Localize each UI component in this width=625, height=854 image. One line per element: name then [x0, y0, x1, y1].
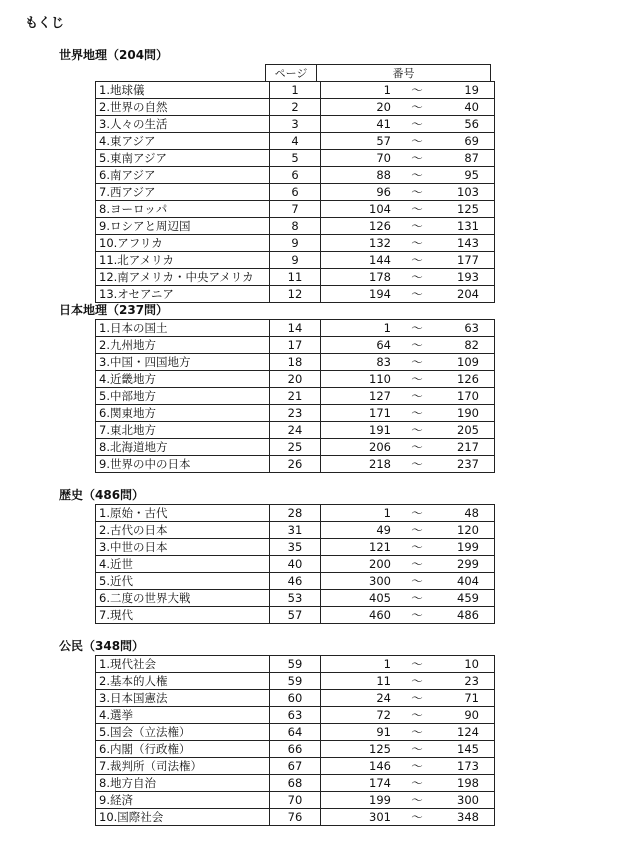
item-page: 59 — [270, 656, 321, 673]
toc-row — [96, 269, 495, 286]
range-end: 300 — [457, 793, 479, 807]
item-range — [321, 133, 495, 150]
toc-row — [96, 522, 495, 539]
item-title: 6.関東地方 — [96, 405, 270, 422]
item-title: 7.東北地方 — [96, 422, 270, 439]
toc-row — [96, 556, 495, 573]
toc-row — [96, 99, 495, 116]
item-page: 11 — [270, 269, 321, 286]
item-range — [321, 167, 495, 184]
toc-table — [95, 81, 495, 303]
item-page: 66 — [270, 741, 321, 758]
item-range — [321, 690, 495, 707]
range-end: 199 — [457, 540, 479, 554]
toc-row — [96, 235, 495, 252]
toc-row — [96, 724, 495, 741]
item-page: 24 — [270, 422, 321, 439]
item-title: 7.西アジア — [96, 184, 270, 201]
range-separator: ～ — [411, 457, 423, 471]
section-title: 世界地理（204問） — [59, 48, 169, 62]
range-start: 171 — [369, 406, 391, 420]
range-start: 96 — [376, 185, 391, 199]
range-end: 71 — [464, 691, 479, 705]
toc-row — [96, 82, 495, 99]
range-start: 83 — [376, 355, 391, 369]
range-end: 143 — [457, 236, 479, 250]
range-end: 125 — [457, 202, 479, 216]
item-page: 26 — [270, 456, 321, 473]
item-range — [321, 354, 495, 371]
range-end: 204 — [457, 287, 479, 301]
item-range — [321, 99, 495, 116]
item-title: 5.中部地方 — [96, 388, 270, 405]
range-start: 460 — [369, 608, 391, 622]
item-page: 68 — [270, 775, 321, 792]
range-start: 144 — [369, 253, 391, 267]
item-title: 7.裁判所（司法権） — [96, 758, 270, 775]
item-title: 2.古代の日本 — [96, 522, 270, 539]
toc-row — [96, 371, 495, 388]
item-title: 5.国会（立法権） — [96, 724, 270, 741]
item-title: 9.世界の中の日本 — [96, 456, 270, 473]
item-title: 5.東南アジア — [96, 150, 270, 167]
toc-row — [96, 607, 495, 624]
item-title: 4.選挙 — [96, 707, 270, 724]
range-separator: ～ — [411, 591, 423, 605]
toc-row — [96, 673, 495, 690]
toc-row — [96, 809, 495, 826]
section-history — [59, 487, 499, 624]
range-end: 177 — [457, 253, 479, 267]
item-page: 18 — [270, 354, 321, 371]
range-separator: ～ — [411, 423, 423, 437]
item-page: 4 — [270, 133, 321, 150]
range-end: 48 — [464, 506, 479, 520]
range-end: 459 — [457, 591, 479, 605]
toc-row — [96, 252, 495, 269]
range-start: 132 — [369, 236, 391, 250]
item-title: 8.ヨーロッパ — [96, 201, 270, 218]
item-page: 64 — [270, 724, 321, 741]
item-title: 3.日本国憲法 — [96, 690, 270, 707]
toc-row — [96, 286, 495, 303]
item-range — [321, 201, 495, 218]
range-separator: ～ — [411, 389, 423, 403]
item-page: 6 — [270, 184, 321, 201]
range-separator: ～ — [411, 253, 423, 267]
item-range — [321, 337, 495, 354]
item-page: 5 — [270, 150, 321, 167]
range-end: 82 — [464, 338, 479, 352]
range-start: 126 — [369, 219, 391, 233]
toc-row — [96, 690, 495, 707]
range-separator: ～ — [411, 372, 423, 386]
section-japan-geography — [59, 302, 499, 473]
range-separator: ～ — [411, 321, 423, 335]
range-start: 72 — [376, 708, 391, 722]
item-page: 12 — [270, 286, 321, 303]
item-page: 28 — [270, 505, 321, 522]
item-page: 76 — [270, 809, 321, 826]
item-range — [321, 792, 495, 809]
range-separator: ～ — [411, 287, 423, 301]
range-separator: ～ — [411, 506, 423, 520]
range-start: 194 — [369, 287, 391, 301]
range-separator: ～ — [411, 338, 423, 352]
item-range — [321, 269, 495, 286]
range-start: 20 — [376, 100, 391, 114]
item-title: 13.オセアニア — [96, 286, 270, 303]
item-page: 20 — [270, 371, 321, 388]
item-title: 9.ロシアと周辺国 — [96, 218, 270, 235]
item-title: 4.近世 — [96, 556, 270, 573]
item-range — [321, 371, 495, 388]
item-range — [321, 388, 495, 405]
range-separator: ～ — [411, 708, 423, 722]
range-separator: ～ — [411, 725, 423, 739]
item-title: 10.アフリカ — [96, 235, 270, 252]
item-page: 9 — [270, 235, 321, 252]
range-start: 88 — [376, 168, 391, 182]
toc-row — [96, 456, 495, 473]
toc-row — [96, 573, 495, 590]
toc-row — [96, 707, 495, 724]
item-page: 8 — [270, 218, 321, 235]
range-start: 11 — [376, 674, 391, 688]
range-end: 486 — [457, 608, 479, 622]
range-separator: ～ — [411, 185, 423, 199]
range-start: 206 — [369, 440, 391, 454]
range-start: 178 — [369, 270, 391, 284]
item-range — [321, 758, 495, 775]
range-end: 131 — [457, 219, 479, 233]
item-page: 2 — [270, 99, 321, 116]
range-start: 200 — [369, 557, 391, 571]
item-page: 46 — [270, 573, 321, 590]
toc-row — [96, 758, 495, 775]
item-range — [321, 539, 495, 556]
range-start: 1 — [383, 506, 391, 520]
range-start: 1 — [383, 657, 391, 671]
range-end: 10 — [464, 657, 479, 671]
item-range — [321, 82, 495, 99]
range-end: 90 — [464, 708, 479, 722]
range-start: 104 — [369, 202, 391, 216]
range-separator: ～ — [411, 776, 423, 790]
range-separator: ～ — [411, 810, 423, 824]
toc-row — [96, 218, 495, 235]
item-range — [321, 184, 495, 201]
item-range — [321, 809, 495, 826]
item-title: 5.近代 — [96, 573, 270, 590]
item-range — [321, 590, 495, 607]
item-range — [321, 556, 495, 573]
item-range — [321, 218, 495, 235]
item-title: 6.南アジア — [96, 167, 270, 184]
range-start: 301 — [369, 810, 391, 824]
range-start: 24 — [376, 691, 391, 705]
item-range — [321, 405, 495, 422]
range-end: 56 — [464, 117, 479, 131]
item-page: 3 — [270, 116, 321, 133]
section-title: 歴史（486問） — [59, 488, 145, 502]
item-title: 4.東アジア — [96, 133, 270, 150]
item-page: 17 — [270, 337, 321, 354]
item-title: 8.北海道地方 — [96, 439, 270, 456]
item-page: 35 — [270, 539, 321, 556]
range-end: 109 — [457, 355, 479, 369]
range-end: 40 — [464, 100, 479, 114]
range-separator: ～ — [411, 236, 423, 250]
range-end: 95 — [464, 168, 479, 182]
header-spacer — [59, 64, 95, 81]
item-range — [321, 116, 495, 133]
item-range — [321, 286, 495, 303]
toc-row — [96, 320, 495, 337]
range-end: 63 — [464, 321, 479, 335]
range-start: 57 — [376, 134, 391, 148]
item-page: 9 — [270, 252, 321, 269]
toc-row — [96, 505, 495, 522]
item-page: 60 — [270, 690, 321, 707]
item-title: 11.北アメリカ — [96, 252, 270, 269]
range-start: 64 — [376, 338, 391, 352]
item-title: 12.南アメリカ・中央アメリカ — [96, 269, 270, 286]
item-page: 23 — [270, 405, 321, 422]
toc-row — [96, 741, 495, 758]
item-page: 14 — [270, 320, 321, 337]
section-civics — [59, 638, 499, 826]
item-page: 57 — [270, 607, 321, 624]
range-start: 1 — [383, 83, 391, 97]
item-range — [321, 439, 495, 456]
range-end: 126 — [457, 372, 479, 386]
range-separator: ～ — [411, 742, 423, 756]
item-page: 21 — [270, 388, 321, 405]
header-spacer — [95, 64, 265, 81]
range-separator: ～ — [411, 100, 423, 114]
item-page: 63 — [270, 707, 321, 724]
range-end: 124 — [457, 725, 479, 739]
item-title: 2.九州地方 — [96, 337, 270, 354]
item-range — [321, 775, 495, 792]
range-end: 217 — [457, 440, 479, 454]
range-separator: ～ — [411, 83, 423, 97]
toc-row — [96, 656, 495, 673]
range-start: 300 — [369, 574, 391, 588]
range-end: 69 — [464, 134, 479, 148]
item-title: 1.原始・古代 — [96, 505, 270, 522]
range-separator: ～ — [411, 691, 423, 705]
range-separator: ～ — [411, 540, 423, 554]
toc-row — [96, 133, 495, 150]
item-range — [321, 741, 495, 758]
toc-row — [96, 405, 495, 422]
item-page: 59 — [270, 673, 321, 690]
range-start: 121 — [369, 540, 391, 554]
item-range — [321, 522, 495, 539]
item-page: 40 — [270, 556, 321, 573]
range-end: 193 — [457, 270, 479, 284]
range-start: 70 — [376, 151, 391, 165]
item-title: 9.経済 — [96, 792, 270, 809]
section-title: 公民（348問） — [59, 639, 145, 653]
range-start: 191 — [369, 423, 391, 437]
section-world-geography — [59, 47, 499, 303]
range-end: 348 — [457, 810, 479, 824]
toc-row — [96, 337, 495, 354]
range-start: 110 — [369, 372, 391, 386]
toc-row — [96, 422, 495, 439]
item-title: 1.地球儀 — [96, 82, 270, 99]
range-end: 87 — [464, 151, 479, 165]
item-range — [321, 456, 495, 473]
item-range — [321, 422, 495, 439]
range-end: 190 — [457, 406, 479, 420]
item-title: 10.国際社会 — [96, 809, 270, 826]
range-separator: ～ — [411, 793, 423, 807]
item-title: 8.地方自治 — [96, 775, 270, 792]
range-start: 41 — [376, 117, 391, 131]
item-title: 3.中世の日本 — [96, 539, 270, 556]
toc-row — [96, 116, 495, 133]
item-page: 67 — [270, 758, 321, 775]
range-separator: ～ — [411, 674, 423, 688]
range-start: 199 — [369, 793, 391, 807]
item-range — [321, 707, 495, 724]
range-separator: ～ — [411, 523, 423, 537]
range-separator: ～ — [411, 355, 423, 369]
item-range — [321, 150, 495, 167]
range-end: 23 — [464, 674, 479, 688]
toc-row — [96, 201, 495, 218]
column-header-row — [59, 64, 499, 81]
doc-title: もくじ — [25, 16, 65, 31]
item-page: 31 — [270, 522, 321, 539]
toc-row — [96, 590, 495, 607]
item-range — [321, 607, 495, 624]
range-separator: ～ — [411, 219, 423, 233]
range-separator: ～ — [411, 117, 423, 131]
item-page: 53 — [270, 590, 321, 607]
toc-row — [96, 354, 495, 371]
item-title: 6.内閣（行政権） — [96, 741, 270, 758]
range-end: 237 — [457, 457, 479, 471]
range-start: 1 — [383, 321, 391, 335]
toc-row — [96, 439, 495, 456]
item-title: 7.現代 — [96, 607, 270, 624]
item-title: 2.基本的人権 — [96, 673, 270, 690]
item-title: 1.日本の国土 — [96, 320, 270, 337]
range-column-header: 番号 — [316, 64, 491, 81]
range-start: 218 — [369, 457, 391, 471]
item-title: 1.現代社会 — [96, 656, 270, 673]
item-range — [321, 656, 495, 673]
range-start: 91 — [376, 725, 391, 739]
range-separator: ～ — [411, 168, 423, 182]
range-start: 49 — [376, 523, 391, 537]
range-separator: ～ — [411, 608, 423, 622]
range-separator: ～ — [411, 574, 423, 588]
item-range — [321, 505, 495, 522]
item-page: 70 — [270, 792, 321, 809]
item-range — [321, 235, 495, 252]
range-end: 103 — [457, 185, 479, 199]
range-start: 405 — [369, 591, 391, 605]
range-separator: ～ — [411, 557, 423, 571]
item-page: 25 — [270, 439, 321, 456]
range-separator: ～ — [411, 406, 423, 420]
range-end: 120 — [457, 523, 479, 537]
range-end: 173 — [457, 759, 479, 773]
range-start: 125 — [369, 742, 391, 756]
range-start: 127 — [369, 389, 391, 403]
range-separator: ～ — [411, 270, 423, 284]
range-end: 404 — [457, 574, 479, 588]
range-end: 170 — [457, 389, 479, 403]
toc-table — [95, 655, 495, 826]
range-separator: ～ — [411, 657, 423, 671]
item-page: 1 — [270, 82, 321, 99]
range-separator: ～ — [411, 134, 423, 148]
item-title: 3.人々の生活 — [96, 116, 270, 133]
item-title: 6.二度の世界大戦 — [96, 590, 270, 607]
item-title: 4.近畿地方 — [96, 371, 270, 388]
toc-row — [96, 388, 495, 405]
range-separator: ～ — [411, 202, 423, 216]
range-end: 198 — [457, 776, 479, 790]
range-end: 145 — [457, 742, 479, 756]
item-range — [321, 724, 495, 741]
range-separator: ～ — [411, 151, 423, 165]
item-range — [321, 673, 495, 690]
toc-row — [96, 775, 495, 792]
item-page: 6 — [270, 167, 321, 184]
toc-row — [96, 150, 495, 167]
toc-table — [95, 319, 495, 473]
toc-row — [96, 792, 495, 809]
range-separator: ～ — [411, 440, 423, 454]
item-range — [321, 320, 495, 337]
toc-row — [96, 539, 495, 556]
item-range — [321, 252, 495, 269]
range-separator: ～ — [411, 759, 423, 773]
section-title: 日本地理（237問） — [59, 303, 169, 317]
page-column-header: ページ — [265, 64, 316, 81]
item-title: 2.世界の自然 — [96, 99, 270, 116]
range-end: 205 — [457, 423, 479, 437]
range-start: 146 — [369, 759, 391, 773]
range-end: 19 — [464, 83, 479, 97]
range-start: 174 — [369, 776, 391, 790]
toc-row — [96, 167, 495, 184]
toc-table — [95, 504, 495, 624]
item-page: 7 — [270, 201, 321, 218]
toc-row — [96, 184, 495, 201]
item-title: 3.中国・四国地方 — [96, 354, 270, 371]
range-end: 299 — [457, 557, 479, 571]
item-range — [321, 573, 495, 590]
